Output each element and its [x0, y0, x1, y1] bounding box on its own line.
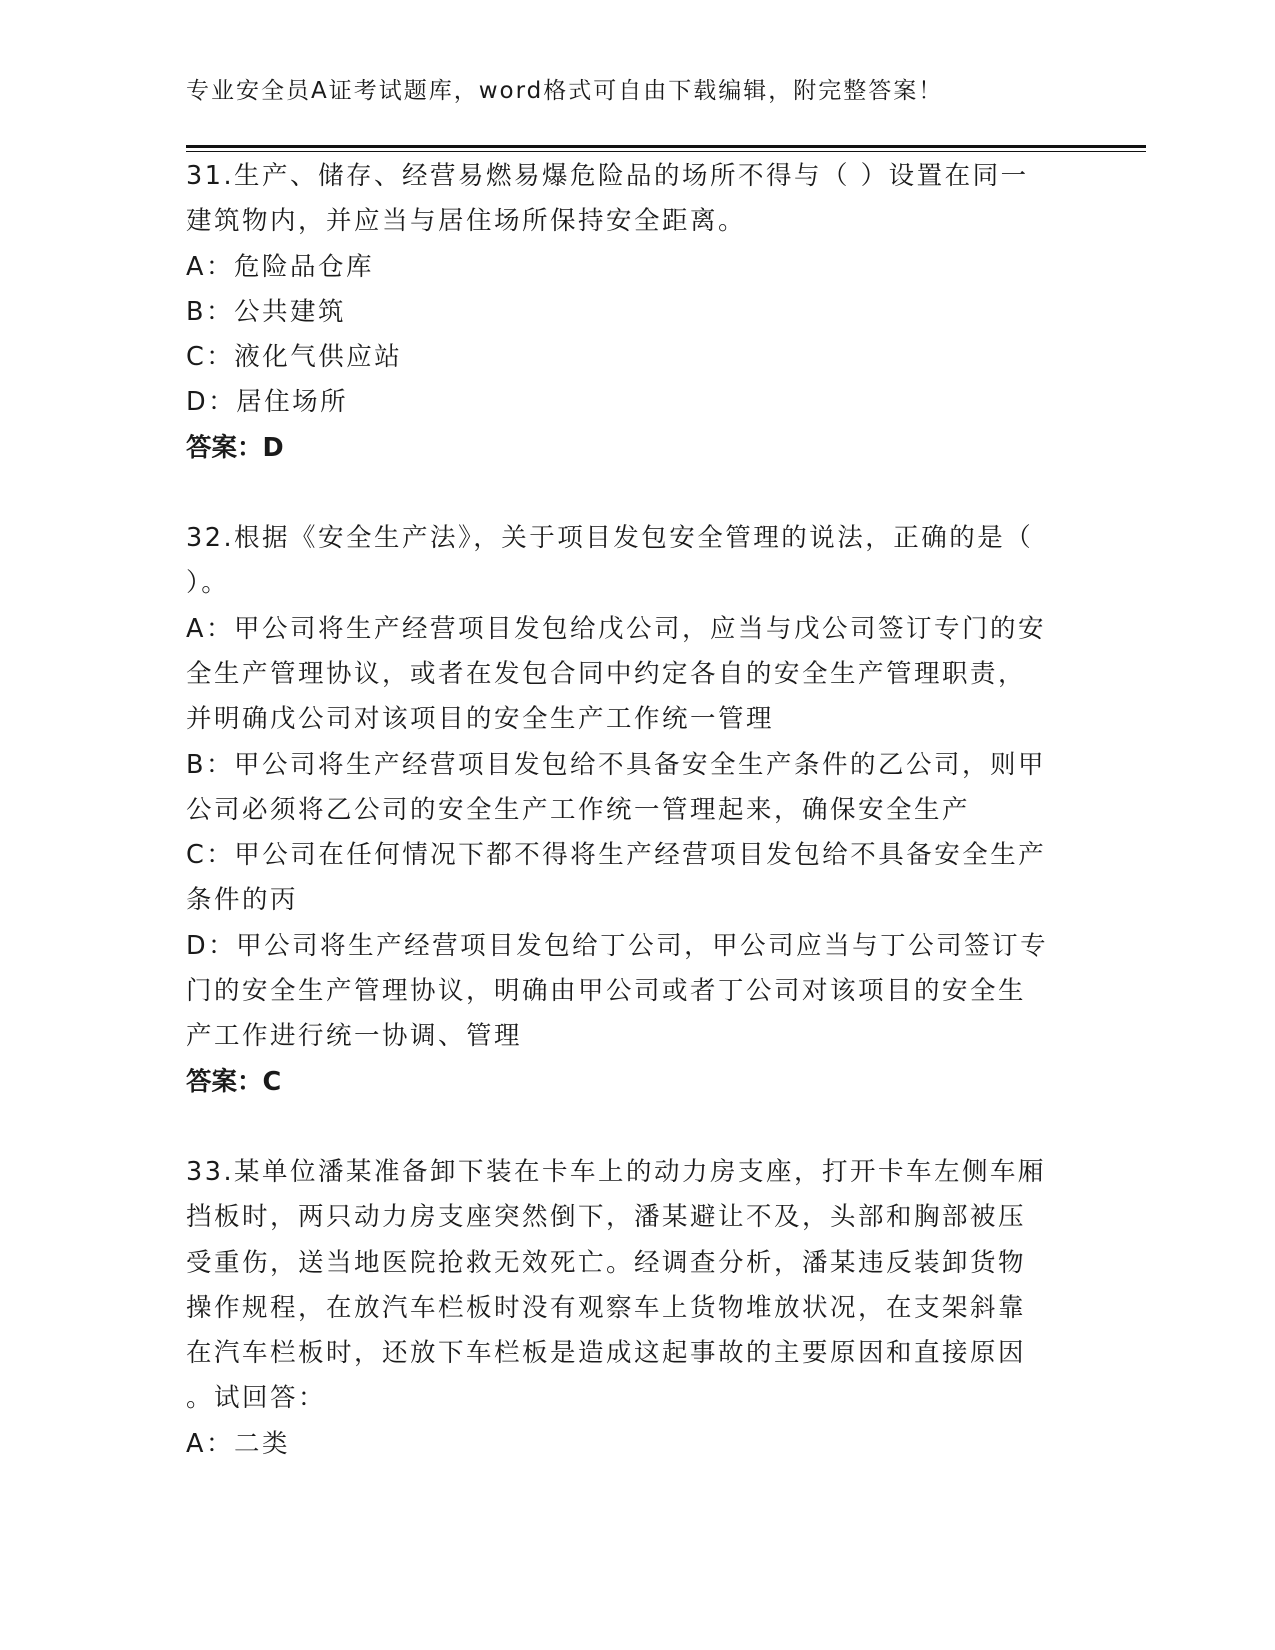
option-d-cont: 产工作进行统一协调、管理	[186, 1021, 523, 1052]
question-text-line: 操作规程，在放汽车栏板时没有观察车上货物堆放状况，在支架斜靠	[186, 1292, 1027, 1323]
option-b: B：公共建筑	[186, 296, 346, 327]
question-text-line: 挡板时，两只动力房支座突然倒下，潘某避让不及，头部和胸部被压	[186, 1202, 1027, 1233]
page-header: 专业安全员A证考试题库，word格式可自由下载编辑，附完整答案！	[186, 78, 944, 104]
question-text-line: 在汽车栏板时，还放下车栏板是造成这起事故的主要原因和直接原因	[186, 1338, 1027, 1369]
question-list	[186, 154, 1066, 1467]
option-a-cont: 并明确戊公司对该项目的安全生产工作统一管理	[186, 704, 775, 735]
option-c: C：液化气供应站	[186, 342, 403, 373]
question-33	[186, 1150, 1066, 1467]
answer-label: 答案：C	[186, 1066, 282, 1097]
question-text-line: 。试回答：	[186, 1383, 327, 1414]
question-text-line: ）。	[186, 568, 230, 599]
option-a: A：二类	[186, 1428, 290, 1459]
question-32	[186, 516, 1066, 1105]
option-c-cont: 条件的丙	[186, 885, 299, 916]
option-a: A：甲公司将生产经营项目发包给戊公司，应当与戊公司签订专门的安	[186, 613, 1046, 644]
question-text-line: 受重伤，送当地医院抢救无效死亡。经调查分析，潘某违反装卸货物	[186, 1247, 1027, 1278]
option-b: B：甲公司将生产经营项目发包给不具备安全生产条件的乙公司，则甲	[186, 749, 1046, 780]
answer-label: 答案：D	[186, 432, 284, 463]
question-text-line: 33.某单位潘某准备卸下装在卡车上的动力房支座，打开卡车左侧车厢	[186, 1156, 1047, 1187]
option-b-cont: 公司必须将乙公司的安全生产工作统一管理起来，确保安全生产	[186, 794, 971, 825]
header-rule-thin	[186, 151, 1146, 152]
header-rule-thick	[186, 145, 1146, 148]
question-text-line: 31.生产、储存、经营易燃易爆危险品的场所不得与（ ）设置在同一	[186, 161, 1029, 191]
option-c: C：甲公司在任何情况下都不得将生产经营项目发包给不具备安全生产	[186, 840, 1047, 871]
option-d: D：甲公司将生产经营项目发包给丁公司，甲公司应当与丁公司签订专	[186, 930, 1049, 961]
option-d: D：居住场所	[186, 387, 349, 418]
question-text-line: 32.根据《安全生产法》，关于项目发包安全管理的说法，正确的是（	[186, 523, 1034, 554]
question-31	[186, 154, 1066, 471]
option-a-cont: 全生产管理协议，或者在发包合同中约定各自的安全生产管理职责，	[186, 658, 1027, 689]
option-d-cont: 门的安全生产管理协议，明确由甲公司或者丁公司对该项目的安全生	[186, 976, 1027, 1007]
option-a: A：危险品仓库	[186, 251, 374, 282]
question-text-line: 建筑物内，并应当与居住场所保持安全距离。	[186, 206, 747, 237]
